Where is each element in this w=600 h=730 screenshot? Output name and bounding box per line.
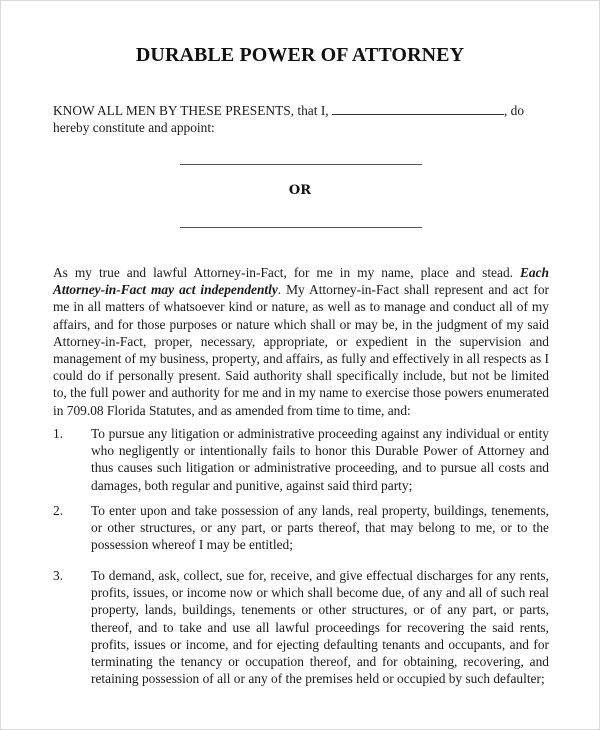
intro-text-after: , do hereby constitute and appoint: [53, 103, 525, 136]
list-item [53, 567, 549, 687]
list-item-text: To pursue any litigation or administrative proceeding against any individual or entity who negligently or intentionally fails to honor this Durable Power of Attorney and thus causes such litigation or administrative proceeding, and to pursue all costs and damages, both regular and punitive, against said third party; [91, 426, 549, 493]
main-paragraph [53, 264, 549, 419]
main-paragraph-part2: . My Attorney-in-Fact shall represent and act for me in all matters of whatsoever kind or nature, as well as to manage and conduct all of my affairs, and for those purposes or nature which shall or may be, in the judgment of my said Attorney-in-Fact, proper, necessary, appropriate, or expedient in the supervision and management of my business, property, and affairs, as fully and effectively in all respects as I could do if personally present. Said authority shall specifically include, but not be limited to, the full power and authority for me and in my name to exercise those powers enumerated in 709.08 Florida Statutes, and as amended from time to time, and: [53, 282, 549, 418]
main-paragraph-emphasis: Each Attorney-in-Fact may act independently [53, 265, 549, 298]
list-item-text: To enter upon and take possession of any lands, real property, buildings, tenements, or other structures, or any part, or parts thereof, that may belong to me, or to the possession whereof I may be entitled; [91, 503, 549, 553]
attorney-name-blank-1[interactable] [180, 164, 422, 165]
attorney-name-blank-2[interactable] [180, 227, 422, 228]
main-paragraph-part1: As my true and lawful Attorney-in-Fact, for me in my name, place and stead. [53, 265, 520, 280]
intro-text-before: KNOW ALL MEN BY THESE PRESENTS, that I, [53, 103, 329, 118]
intro-paragraph [53, 102, 553, 136]
or-label: OR [288, 183, 312, 198]
list-item-number: 3. [53, 568, 64, 583]
document-title: DURABLE POWER OF ATTORNEY [135, 44, 465, 66]
grantor-name-blank[interactable] [332, 103, 504, 115]
list-item-text: To demand, ask, collect, sue for, receive, and give effectual discharges for any rents, profits, issues, or income now or which shall become due, of any and all of such real property, lands, buildings, tenements or other structures, or of any part, or parts, thereof, and to take and use all lawful proceedings for recovering the said rents, profits, issues or income, and for ejecting defaulting tenants and occupants, and for terminating the tenancy or occupation thereof, and for obtaining, recovering, and retaining possession of all or any of the premises held or occupied by such defaulter; [91, 568, 549, 687]
list-item-number: 2. [53, 503, 64, 518]
list-item [53, 425, 549, 494]
list-item-number: 1. [53, 426, 64, 441]
list-item [53, 502, 549, 554]
